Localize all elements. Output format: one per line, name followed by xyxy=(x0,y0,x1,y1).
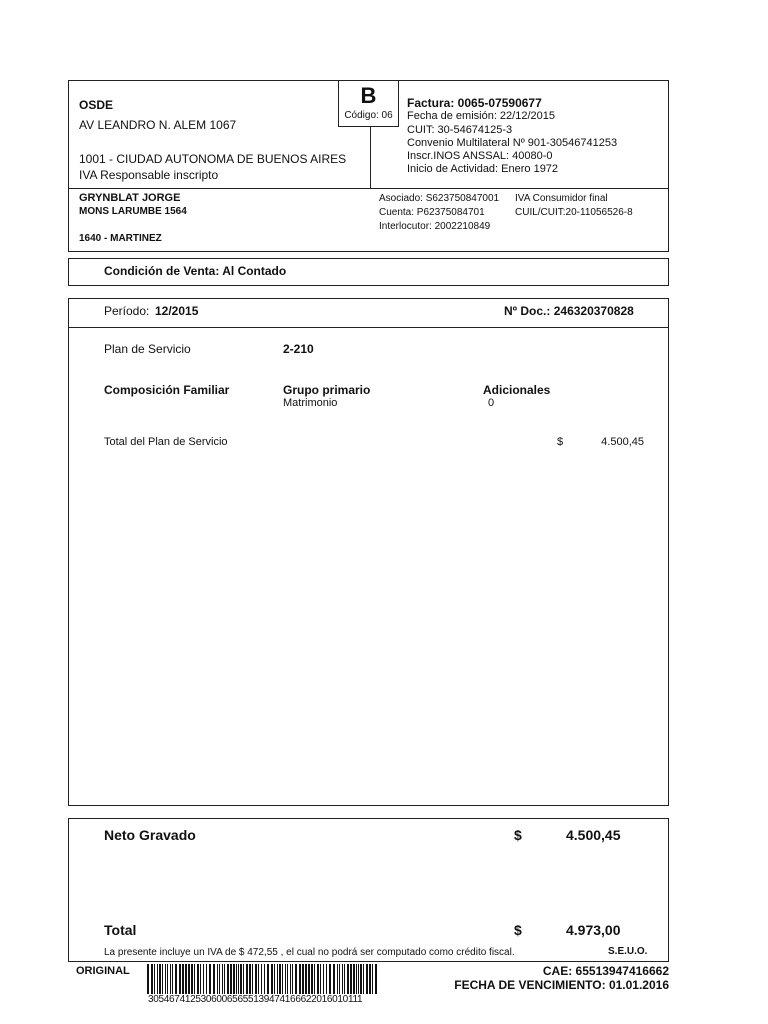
barcode-bar xyxy=(154,964,155,994)
total-currency: $ xyxy=(514,922,522,938)
barcode-bar xyxy=(277,964,278,994)
barcode-bar xyxy=(264,964,265,994)
barcode-number: 30546741253060065655139474166622016010111 xyxy=(148,994,363,1005)
barcode-bar xyxy=(240,964,242,994)
customer-name: GRYNBLAT JORGE xyxy=(79,192,181,204)
barcode-bar xyxy=(246,964,248,994)
customer-city: 1640 - MARTINEZ xyxy=(79,233,162,244)
issuer-name: OSDE xyxy=(79,98,114,112)
barcode-bar xyxy=(314,964,315,994)
barcode-bar xyxy=(285,964,286,994)
barcode-bar xyxy=(167,964,168,994)
invoice-cuit: CUIT: 30-54674125-3 xyxy=(407,124,513,136)
barcode xyxy=(145,964,381,994)
barcode-bar xyxy=(170,964,171,994)
issuer-address: AV LEANDRO N. ALEM 1067 xyxy=(79,118,237,132)
customer-street: MONS LARUMBE 1564 xyxy=(79,206,187,217)
barcode-bar xyxy=(172,964,173,994)
period-label: Período: xyxy=(104,304,150,318)
customer-iva: IVA Consumidor final xyxy=(515,193,608,204)
barcode-bar xyxy=(302,964,304,994)
barcode-bar xyxy=(267,964,269,994)
issue-date: Fecha de emisión: 22/12/2015 xyxy=(407,110,555,122)
period-value: 12/2015 xyxy=(155,304,199,318)
barcode-bar xyxy=(222,964,223,994)
barcode-bar xyxy=(188,964,190,994)
barcode-bar xyxy=(271,964,273,994)
barcode-bar xyxy=(299,964,301,994)
invoice-title: Factura: 0065-07590677 xyxy=(407,96,542,110)
barcode-bar xyxy=(230,964,232,994)
barcode-bar xyxy=(261,964,262,994)
barcode-bar xyxy=(363,964,364,994)
neto-currency: $ xyxy=(514,827,522,843)
barcode-bar xyxy=(191,964,193,994)
barcode-bar xyxy=(344,964,345,994)
document-number: Nº Doc.: 246320370828 xyxy=(504,304,634,318)
neto-label: Neto Gravado xyxy=(104,827,196,843)
barcode-bar xyxy=(353,964,355,994)
total-label: Total xyxy=(104,922,137,938)
plan-value: 2-210 xyxy=(283,342,314,356)
group-value: Matrimonio xyxy=(283,397,338,409)
barcode-bar xyxy=(179,964,181,994)
barcode-bar xyxy=(358,964,359,994)
barcode-bar xyxy=(217,964,218,994)
sale-condition: Condición de Venta: Al Contado xyxy=(104,264,287,278)
total-plan-value: 4.500,45 xyxy=(601,436,644,448)
barcode-bar xyxy=(356,964,357,994)
barcode-bar xyxy=(147,964,149,994)
original-label: ORIGINAL xyxy=(76,965,130,977)
barcode-bar xyxy=(165,964,166,994)
invoice-convenio: Convenio Multilateral Nº 901-30546741253 xyxy=(407,137,618,149)
barcode-bar xyxy=(159,964,161,994)
detail-box xyxy=(68,298,669,806)
barcode-bar xyxy=(326,964,327,994)
barcode-bar xyxy=(224,964,225,994)
barcode-bar xyxy=(333,964,335,994)
invoice-letter: B xyxy=(360,83,377,108)
detail-divider xyxy=(68,327,669,328)
customer-cuil: CUIL/CUIT:20-11056526-8 xyxy=(515,207,633,218)
barcode-bar xyxy=(295,964,297,994)
iva-note: La presente incluye un IVA de $ 472,55 , el cual no podrá ser computado como crédito fiscal. xyxy=(104,947,515,958)
barcode-bar xyxy=(305,964,307,994)
additionals-value: 0 xyxy=(488,397,495,409)
barcode-bar xyxy=(233,964,235,994)
customer-interlocutor: Interlocutor: 2002210849 xyxy=(379,221,491,232)
invoice-inscr: Inscr.INOS ANSSAL: 40080-0 xyxy=(407,150,553,162)
barcode-bar xyxy=(258,964,259,994)
barcode-bar xyxy=(213,964,215,994)
barcode-bar xyxy=(375,964,377,994)
composition-label: Composición Familiar xyxy=(104,383,230,397)
barcode-bar xyxy=(175,964,177,994)
barcode-bar xyxy=(194,964,195,994)
total-plan-currency: $ xyxy=(557,436,564,448)
barcode-bar xyxy=(308,964,310,994)
issuer-city: 1001 - CIUDAD AUTONOMA DE BUENOS AIRES xyxy=(79,152,347,166)
barcode-bar xyxy=(317,964,319,994)
barcode-bar xyxy=(337,964,338,994)
plan-label: Plan de Servicio xyxy=(104,342,191,356)
activity-start: Inicio de Actividad: Enero 1972 xyxy=(407,163,559,175)
barcode-bar xyxy=(151,964,153,994)
group-label: Grupo primario xyxy=(283,383,371,397)
neto-value: 4.500,45 xyxy=(566,827,621,843)
barcode-bar xyxy=(372,964,373,994)
barcode-bar xyxy=(203,964,204,994)
barcode-bar xyxy=(200,964,201,994)
barcode-bar xyxy=(249,964,251,994)
additionals-label: Adicionales xyxy=(483,383,551,397)
barcode-bar xyxy=(157,964,158,994)
barcode-bar xyxy=(329,964,331,994)
barcode-bar xyxy=(366,964,368,994)
barcode-bar xyxy=(197,964,199,994)
due-date: FECHA DE VENCIMIENTO: 01.01.2016 xyxy=(454,978,669,992)
barcode-bar xyxy=(243,964,244,994)
barcode-bar xyxy=(287,964,288,994)
seuo-label: S.E.U.O. xyxy=(608,946,648,957)
barcode-bar xyxy=(339,964,340,994)
cae-number: CAE: 65513947416662 xyxy=(542,964,669,978)
barcode-bar xyxy=(311,964,313,994)
barcode-bar xyxy=(360,964,362,994)
barcode-bar xyxy=(185,964,187,994)
barcode-bar xyxy=(252,964,253,994)
total-value: 4.973,00 xyxy=(566,922,621,938)
barcode-bar xyxy=(182,964,184,994)
barcode-bar xyxy=(350,964,352,994)
barcode-bar xyxy=(323,964,324,994)
issuer-iva: IVA Responsable inscripto xyxy=(79,168,219,182)
customer-asociado: Asociado: S623750847001 xyxy=(379,193,500,204)
barcode-bar xyxy=(342,964,343,994)
barcode-bar xyxy=(162,964,163,994)
barcode-bar xyxy=(282,964,283,994)
barcode-bar xyxy=(206,964,207,994)
barcode-bar xyxy=(279,964,281,994)
barcode-bar xyxy=(219,964,220,994)
barcode-bar xyxy=(227,964,229,994)
customer-cuenta: Cuenta: P62375084701 xyxy=(379,207,485,218)
total-plan-label: Total del Plan de Servicio xyxy=(104,436,228,448)
barcode-bar xyxy=(320,964,321,994)
letter-box-line xyxy=(370,126,371,188)
barcode-bar xyxy=(209,964,211,994)
header-divider xyxy=(68,188,669,189)
barcode-bar xyxy=(238,964,239,994)
barcode-bar xyxy=(236,964,237,994)
barcode-bar xyxy=(369,964,371,994)
barcode-bar xyxy=(255,964,257,994)
invoice-code: Código: 06 xyxy=(344,110,393,121)
barcode-bar xyxy=(290,964,291,994)
barcode-bar xyxy=(292,964,293,994)
barcode-bar xyxy=(274,964,275,994)
barcode-bar xyxy=(347,964,349,994)
